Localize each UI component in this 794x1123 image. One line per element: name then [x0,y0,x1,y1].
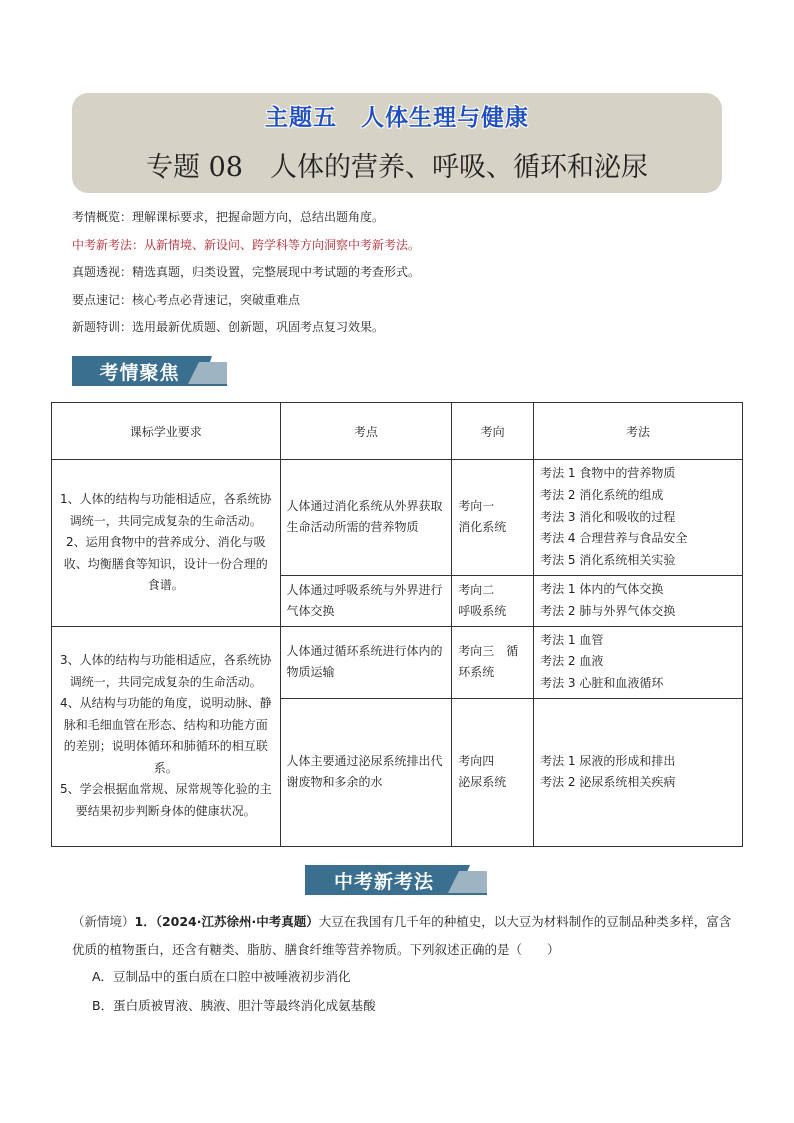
kaoxiang-cell: 考向四 泌尿系统 [452,698,534,846]
question-number: 1． [134,914,156,929]
section-header-underline [305,893,487,895]
section-header-focus [72,348,227,386]
kaofa-cell [534,575,743,626]
kaofa-item: 考法 3 心脏和血液循环 [540,676,664,691]
kaofa-item: 考法 2 血液 [540,654,604,669]
kaofa-item: 考法 1 食物中的营养物质 [540,466,676,480]
intro-line: 中考新考法：从新情境、新设问、跨学科等方向洞察中考新考法。 [72,237,421,252]
kaoxiang-cell: 考向一 消化系统 [452,460,534,576]
kaodian-cell: 人体主要通过泌尿系统排出代谢废物和多余的水 [280,698,452,846]
kaofa-item: 考法 5 消化系统相关实验 [540,553,676,568]
kaodian-cell: 人体通过循环系统进行体内的物质运输 [280,626,452,698]
kaofa-item: 考法 2 消化系统的组成 [540,487,664,502]
kaofa-item: 考法 4 合理营养与食品安全 [540,531,688,546]
kaofa-item: 考法 2 肺与外界气体交换 [540,603,676,618]
question-1 [72,908,732,964]
kaofa-cell [534,460,743,576]
requirements-cell: 1、人体的结构与功能相适应，各系统协调统一，共同完成复杂的生命活动。 2、运用食物中的营养成分、消化与吸收、均衡膳食等知识，设计一份合理的食谱。 [52,460,281,627]
table-header-row [52,403,743,460]
kaofa-item: 考法 1 血管 [540,632,604,647]
intro-line: 考情概览：理解课标要求，把握命题方向，总结出题角度。 [72,210,385,224]
question-option: B．蛋白质被胃液、胰液、胆汁等最终消化成氨基酸 [92,998,376,1013]
column-header: 课标学业要求 [52,403,281,460]
kaodian-cell: 人体通过消化系统从外界获取生命活动所需的营养物质 [280,460,452,576]
question-tag: （新情境） [72,914,135,929]
column-header: 考向 [452,403,534,460]
kaoxiang-cell: 考向三 循环系统 [452,626,534,698]
column-header: 考法 [534,403,743,460]
kaodian-cell: 人体通过呼吸系统与外界进行气体交换 [280,575,452,626]
kaofa-item: 考法 3 消化和吸收的过程 [540,509,676,524]
column-header: 考点 [280,403,452,460]
section-header-underline [72,384,227,386]
section-header-new-methods [305,857,487,895]
requirements-cell: 3、人体的结构与功能相适应，各系统协调统一，共同完成复杂的生命活动。 4、从结构与功能的角度，说明动脉、静脉和毛细血管在形态、结构和功能方面的差别；说明体循环和肺循环的相互联系。 5、学会根据血常规、尿常规等化验的主要结果初步判断身体的健康状况。 [52,626,281,846]
kaofa-item: 考法 1 体内的气体交换 [540,581,664,596]
kaofa-item: 考法 1 尿液的形成和排出 [540,753,676,768]
banner-subtitle: 专题 08 人体的营养、呼吸、循环和泌尿 [146,152,648,183]
kaofa-item: 考法 2 泌尿系统相关疾病 [540,775,676,790]
exam-table [51,402,743,847]
intro-list [72,204,732,342]
section-header-label: 中考新考法 [333,871,434,893]
section-header-label: 考情聚焦 [99,362,180,384]
table-row [52,626,743,698]
kaofa-cell [534,698,743,846]
intro-line: 要点速记：核心考点必背速记，突破重难点 [72,292,301,307]
kaofa-cell [534,626,743,698]
kaoxiang-cell: 考向二 呼吸系统 [452,575,534,626]
intro-line: 新题特训：选用最新优质题、创新题，巩固考点复习效果。 [72,320,385,334]
topic-banner [72,93,722,193]
question-stem: 大豆在我国有几千年的种植史，以大豆为材料制作的豆制品种类多样，富含优质的植物蛋白，还含有糖类、脂肪、膳食纤维等营养物质。下列叙述正确的是（ ） [72,914,732,957]
banner-title: 主题五 人体生理与健康 [265,105,529,131]
question-option: A．豆制品中的蛋白质在口腔中被唾液初步消化 [92,969,351,984]
intro-line: 真题透视：精选真题，归类设置，完整展现中考试题的考查形式。 [72,265,421,279]
question-source: （2024·江苏徐州·中考真题） [155,914,319,929]
table-row [52,460,743,576]
